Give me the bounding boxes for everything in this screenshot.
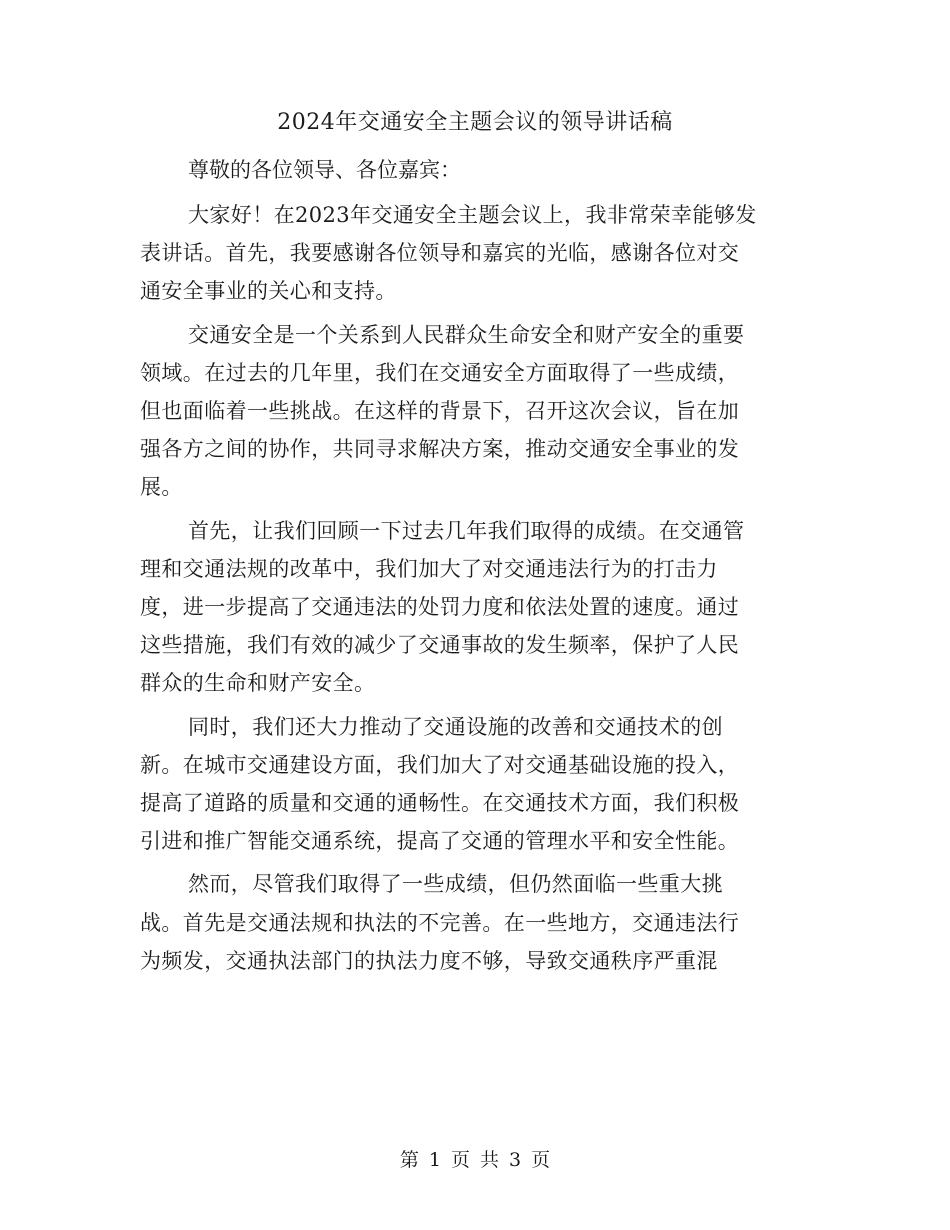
text-line: 展。 [140, 475, 183, 500]
paragraph-5 [140, 865, 810, 980]
text-line: 引进和推广智能交通系统，提高了交通的管理水平和安全性能。 [140, 829, 740, 854]
text-line: 交通安全是一个关系到人民群众生命安全和财产安全的重要 [188, 322, 745, 347]
document-title: 2024年交通安全主题会议的领导讲话稿 [277, 110, 673, 135]
paragraph-3 [140, 512, 810, 703]
paragraph-2 [140, 316, 810, 507]
text-line: 度，进一步提高了交通违法的处罚力度和依法处置的速度。通过 [140, 595, 740, 620]
text-line: 新。在城市交通建设方面，我们加大了对交通基础设施的投入， [140, 752, 740, 777]
document-body [140, 196, 810, 985]
text-line: 但也面临着一些挑战。在这样的背景下，召开这次会议，旨在加 [140, 399, 740, 424]
text-line: 为频发，交通执法部门的执法力度不够，导致交通秩序严重混 [140, 948, 718, 973]
text-line: 大家好！在2023年交通安全主题会议上，我非常荣幸能够发 [188, 203, 757, 227]
text-line: 群众的生命和财产安全。 [140, 671, 376, 696]
text-line: 同时，我们还大力推动了交通设施的改善和交通技术的创 [188, 714, 723, 739]
text-line: 理和交通法规的改革中，我们加大了对交通违法行为的打击力 [140, 556, 718, 581]
text-line: 表讲话。首先，我要感谢各位领导和嘉宾的光临，感谢各位对交 [140, 241, 740, 266]
text-line: 提高了道路的质量和交通的通畅性。在交通技术方面，我们积极 [140, 791, 740, 816]
salutation: 尊敬的各位领导、各位嘉宾： [188, 158, 461, 182]
text-line: 这些措施，我们有效的减少了交通事故的发生频率，保护了人民 [140, 633, 740, 658]
text-line: 然而，尽管我们取得了一些成绩，但仍然面临一些重大挑 [188, 872, 723, 897]
text-line: 领域。在过去的几年里，我们在交通安全方面取得了一些成绩， [140, 360, 740, 385]
text-line: 通安全事业的关心和支持。 [140, 279, 397, 304]
text-line: 强各方之间的协作，共同寻求解决方案，推动交通安全事业的发 [140, 437, 740, 462]
text-line: 战。首先是交通法规和执法的不完善。在一些地方，交通违法行 [140, 910, 740, 935]
paragraph-4 [140, 708, 810, 861]
page-footer: 第 1 页 共 3 页 [399, 1149, 551, 1171]
text-line: 首先，让我们回顾一下过去几年我们取得的成绩。在交通管 [188, 518, 745, 543]
paragraph-1 [140, 196, 810, 311]
